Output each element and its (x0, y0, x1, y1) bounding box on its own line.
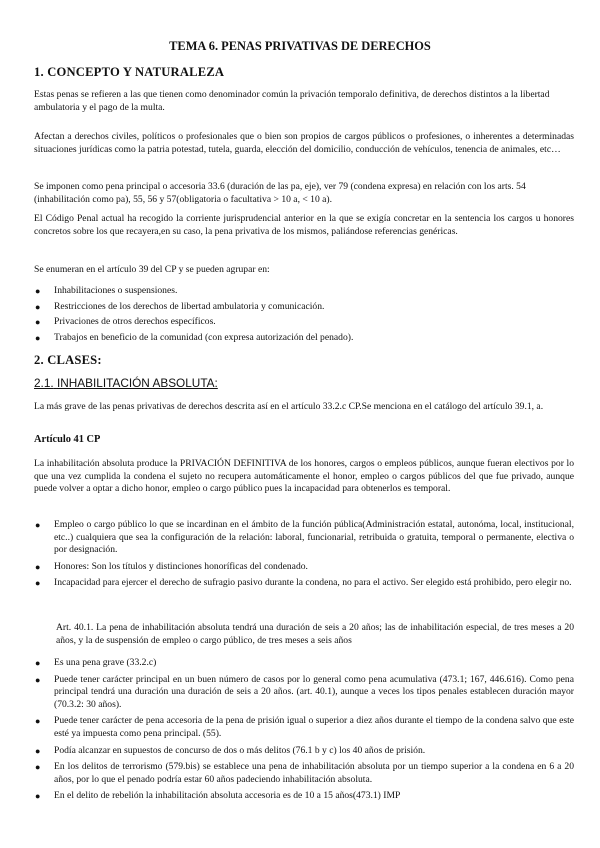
section-heading-concepto: 1. CONCEPTO Y NATURALEZA (34, 65, 225, 79)
bullet-icon: ● (35, 520, 41, 530)
list-item: ● Empleo o cargo público lo que se incardinan en el ámbito de la función pública(Administración estatal, autonóma, local, institucional, etc..) cualquiera que sea la configuración de la relación: laboral, funcionarial, retribuida o gratuita, temporal o permanente, electiva o por designación. (35, 519, 574, 556)
list-item: ● Es una pena grave (33.2.c) (35, 657, 157, 668)
paragraph-afectan: Afectan a derechos civiles, políticos o profesionales que o bien son propios de cargos públicos o profesiones, o inherentes a determinadas situaciones jurídicas como la patria potestad, tutela, guarda, elección del domicilio, conducción de vehículos, tenencia de animales, etc… (34, 131, 574, 155)
paragraph-imponen: Se imponen como pena principal o accesoria 33.6 (duración de las pa, eje), ver 79 (condena expresa) en relación con los arts. 54 (inhabilitación como pa), 55, 56 y 57(obligatoria o facultativa > 10 a, < 10 a). (34, 181, 526, 205)
list-characteristics (34, 657, 574, 807)
article-heading: Artículo 41 CP (34, 434, 101, 445)
list-groups (34, 285, 574, 347)
bullet-icon: ● (35, 332, 41, 343)
bullet-icon: ● (35, 762, 41, 773)
list-item: ● Puede tener carácter principal en un buen número de casos por lo general como pena acumulativa (473.1; 167, 446.616). Como pena principal tendrá una duración una duración de seis a 20 años. (art. 40.1), aunque a veces los tipos penales establecen duración mayor (70.3.2: 30 años). (35, 673, 574, 710)
subsection-number: 2.1. (34, 376, 54, 390)
paragraph-intro: Estas penas se refieren a las que tienen como denominador común la privación temporalo definitiva, de derechos distintos a la libertad ambulatoria y el pago de la multa. (34, 89, 550, 113)
bullet-icon: ● (35, 716, 41, 727)
paragraph-inhabilitacion-absoluta: La inhabilitación absoluta produce la PRIVACIÓN DEFINITIVA de los honores, cargos o empleos públicos, aunque fueran electivos por lo que una vez cumplida la condena el sujeto no recupera automáticamente el honor, empleo o cargos públicos del que fue privado, aunque puede volver a optar a dicho honor, empleo o cargo público pues la incapacidad para obtenerlos es temporal. (34, 458, 574, 495)
paragraph-mas-grave: La más grave de las penas privativas de derechos descrita así en el artículo 33.2.c CP.Se menciona en el catálogo del artículo 39.1, a. (34, 401, 544, 412)
subsection-title: INHABILITACIÓN ABSOLUTA: (56, 376, 218, 390)
bullet-icon: ● (35, 791, 41, 802)
bullet-icon: ● (35, 578, 41, 589)
section-heading-clases: 2. CLASES: (34, 353, 102, 367)
document-title: TEMA 6. PENAS PRIVATIVAS DE DERECHOS (169, 39, 431, 53)
list-item: ● Puede tener carácter de pena accesoria de la pena de prisión igual o superior a diez años durante el tiempo de la condena salvo que este esté ya impuesta como pena principal. (55). (35, 715, 574, 739)
list-item: ● Trabajos en beneficio de la comunidad (con expresa autorización del penado). (35, 331, 354, 343)
article-quote: Art. 40.1. La pena de inhabilitación absoluta tendrá una duración de seis a 20 años; las de inhabilitación especial, de tres meses a 20 años, y la de suspensión de empleo o cargo público, de tres meses a seis años (56, 622, 574, 646)
bullet-icon: ● (35, 674, 41, 685)
bullet-icon: ● (35, 561, 41, 572)
subsection-heading-inhabilitacion (34, 377, 574, 390)
bullet-icon: ● (35, 301, 41, 312)
bullet-icon: ● (35, 286, 41, 296)
list-item: ● Incapacidad para ejercer el derecho de sufragio pasivo durante la condena, no para el activo. Ser elegido está prohibido, pero elegir no. (35, 577, 572, 589)
list-item: ● En el delito de rebelión la inhabilitación absoluta accesoria es de 10 a 15 años(473.1) IMP (35, 790, 401, 802)
list-item: ● Honores: Son los títulos y distinciones honoríficas del condenado. (35, 560, 308, 572)
list-item: ● Privaciones de otros derechos específicos. (35, 316, 216, 328)
paragraph-codigo-penal: El Código Penal actual ha recogido la corriente jurisprudencial anterior en la que se exigía concretar en la sentencia los cargos u honores concretos sobre los que recayera,en su caso, la pena privativa de los mismos, paliándose referencias genéricas. (34, 213, 574, 237)
list-effects (34, 519, 574, 594)
bullet-icon: ● (35, 317, 41, 328)
list-item: ● En los delitos de terrorismo (579.bis) se establece una pena de inhabilitación absoluta por un tiempo superior a la condena en 6 a 20 años, por lo que el penado podría estar 60 años padeciendo inhabilitación absoluta. (35, 761, 574, 785)
bullet-icon: ● (35, 745, 41, 756)
bullet-icon: ● (35, 658, 41, 668)
list-item: ● Inhabilitaciones o suspensiones. (35, 285, 178, 296)
list-item: ● Podía alcanzar en supuestos de concurso de dos o más delitos (76.1 b y c) los 40 años de prisión. (35, 744, 426, 756)
paragraph-enumeran: Se enumeran en el artículo 39 del CP y se pueden agrupar en: (34, 264, 270, 275)
list-item: ● Restricciones de los derechos de libertad ambulatoria y comunicación. (35, 300, 325, 312)
